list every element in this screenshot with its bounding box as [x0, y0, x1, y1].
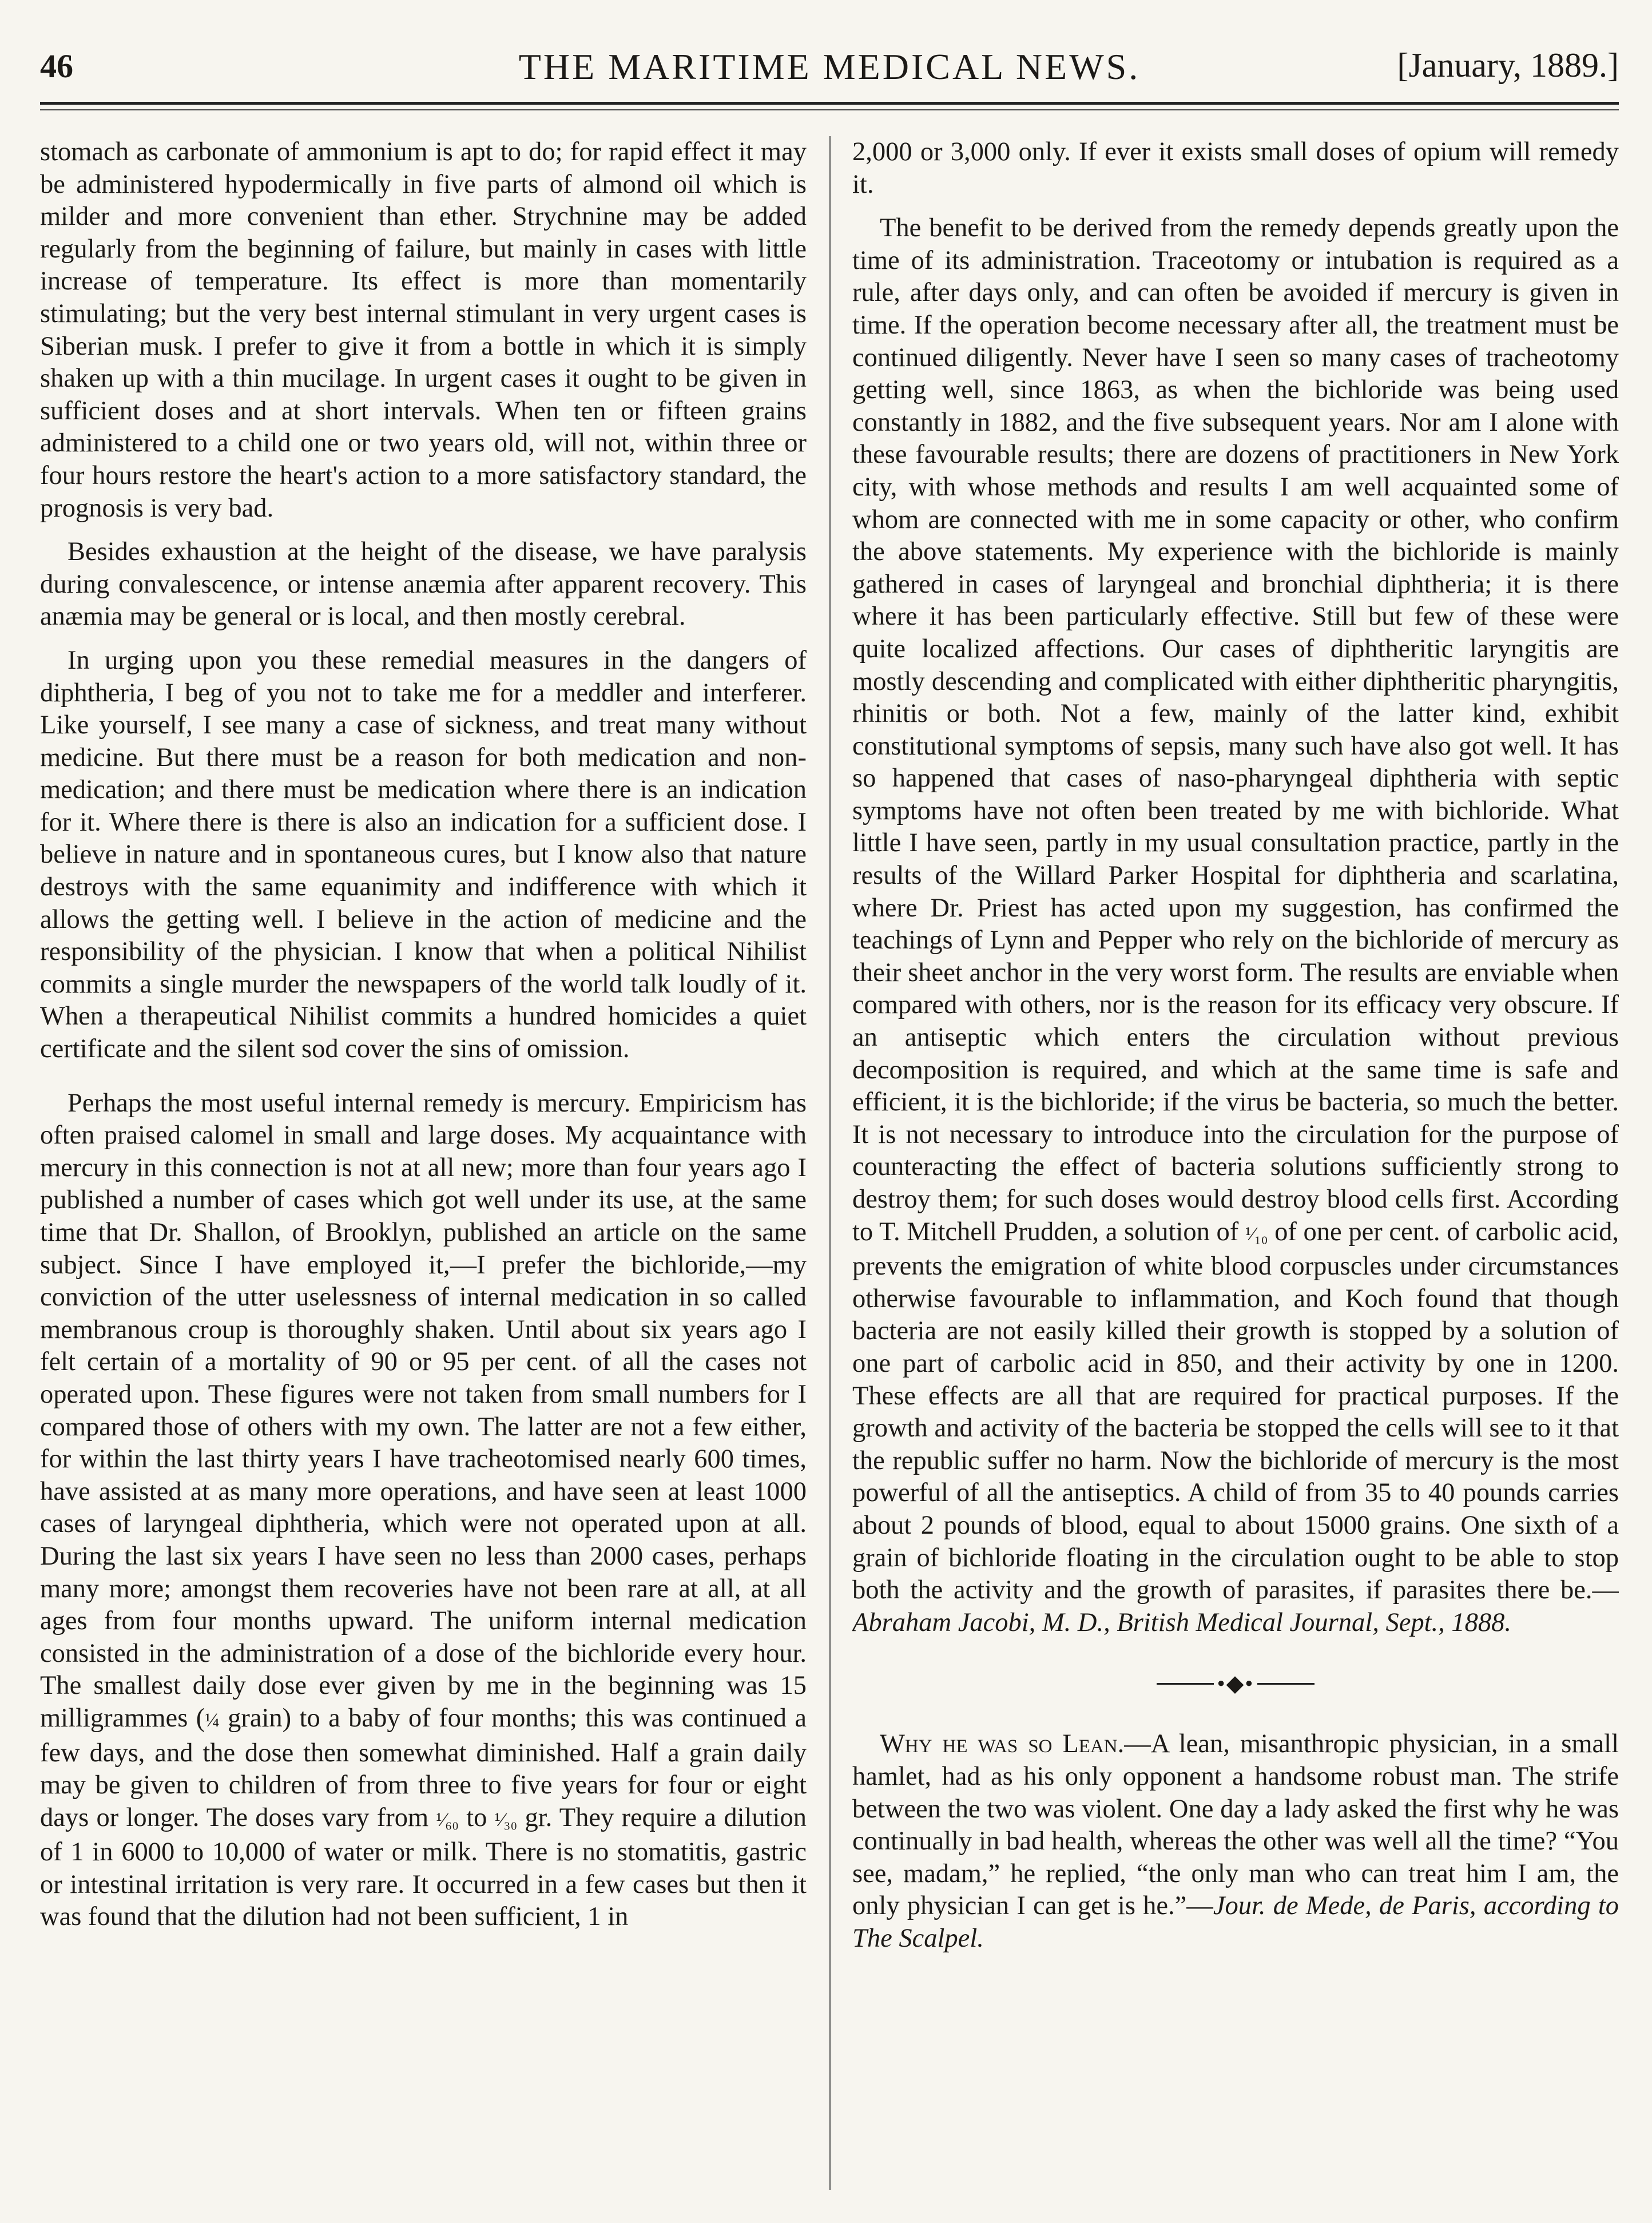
paragraph: 2,000 or 3,000 only. If ever it exists small doses of opium will remedy it. — [852, 137, 1619, 199]
text-run: gr. They require a dilution of 1 in 6000 to 10,000 of water or milk. There is no stomatitis, gastric or intestinal irritation is very rare. It occurred in a few cases but then it was found that the dilution had not been sufficient, 1 in — [40, 1803, 807, 1932]
text-run: grain) to a baby of four months; this was continued a few days, and the dose then somewhat diminished. Half a grain daily may be given to children of from three to five years for four or eight days or longer. The doses vary from — [40, 1703, 807, 1832]
paragraph — [852, 1728, 1619, 1955]
paragraph — [852, 212, 1619, 1639]
citation: Abraham Jacobi, M. D., British Medical Journal, Sept., 1888. — [852, 1607, 1512, 1637]
journal-page — [40, 34, 1619, 2202]
text-run: to — [458, 1803, 495, 1832]
text-run: of one per cent. of carbolic acid, prevents the emigration of white blood corpuscles under circumstances otherwise favourable to inflammation, and Koch found that though bacteria are not easily killed their growth is stopped by a solution of one part of carbolic acid in 850, and their activity by one in 1200. These effects are all that are required for practical purposes. If the growth and activity of the bacteria be stopped the cells will see to it that the republic suffer no harm. Now the bichloride of mercury is the most powerful of all the antiseptics. A child of from 35 to 40 pounds carries about 2 pounds of blood, equal to about 15000 grains. One sixth of a grain of bichloride floating in the circulation ought to be able to stop both the activity and the growth of parasites, if parasites there be.— — [852, 1217, 1619, 1605]
fraction: ¹⁄₆₀ — [436, 1809, 459, 1831]
paragraph: stomach as carbonate of ammonium is apt to do; for rapid effect it may be administered hypodermically in five parts of almond oil which is milder and more convenient than ether. Strychnine may be added regularly from the beginning of failure, but mainly in cases with little increase of temperature. Its effect is more than momentarily stimulating; but the very best internal stimulant in very urgent cases is Siberian musk. I prefer to give it from a bottle in which it is simply shaken up with a thin mucilage. In urgent cases it ought to be given in sufficient doses and at short intervals. When ten or fifteen grains administered to a child one or two years old, will not, within three or four hours restore the heart's action to a more satisfactory standard, the prognosis is very bad. — [40, 137, 807, 523]
issue-date: [January, 1889.] — [1397, 46, 1619, 84]
left-column — [40, 136, 807, 2184]
text-run: —A lean, misanthropic physician, in a small hamlet, had as his only opponent a handsome robust man. The strife between the two was violent. One day a lady asked the first why he was continually in bad health, whereas the other was well all the time? “You see, madam,” he replied, “the only man who can treat him I am, the only physician I can get is he.”— — [852, 1729, 1619, 1921]
page-number: 46 — [40, 47, 73, 85]
fraction: ¹⁄₃₀ — [494, 1809, 518, 1831]
paragraph: In urging upon you these remedial measures in the dangers of diphtheria, I beg of you not to take me for a meddler and interferer. Like yourself, I see many a case of sickness, and treat many without medicine. But there must be a reason for both medication and non-medication; and there must be medication where there is an indication for it. Where there is there is also an indication for a sufficient dose. I believe in nature and in spontaneous cures, but I know also that nature destroys with the same equanimity and indifference with which it allows the getting well. I believe in the action of medicine and the responsibility of the physician. I know that when a political Nihilist commits a single murder the newspapers of the world talk loudly of it. When a therapeutical Nihilist commits a hundred homicides a quiet certificate and the silent sod cover the sins of omission. — [40, 645, 807, 1064]
column-divider — [829, 136, 831, 2190]
header-rule-thin — [40, 109, 1619, 110]
right-column — [852, 136, 1619, 2184]
citation: Jour. de Mede, de Paris, according to The Scalpel. — [852, 1891, 1619, 1953]
text-run: The benefit to be derived from the remedy depends greatly upon the time of its administration. Traceotomy or intubation is required as a rule, after days only, and can often be avoided if mercury is given in time. If the operation become necessary after all, the treatment must be continued diligently. Never have I seen so many cases of tracheotomy getting well, since 1863, as when the bichloride was being used constantly in 1882, and the five subsequent years. Nor am I alone with these favourable results; there are dozens of practitioners in New York city, with whose methods and results I am well acquainted some of whom are connected with me in some capacity or other, who confirm the above statements. My experience with the bichloride is mainly gathered in cases of laryngeal and bronchial diphtheria; it is there where it has been particularly effective. Still but few of these were quite localized affections. Our cases of diphtheritic laryngitis are mostly descending and complicated with either diphtheritic pharyngitis, rhinitis or both. Not a few, mainly of the latter kind, exhibit constitutional symptoms of sepsis, many such have also got well. It has so happened that cases of naso-pharyngeal diphtheria with septic symptoms have not often been treated by me with bichloride. What little I have seen, partly in my usual consultation practice, partly in the results of the Willard Parker Hospital for diphtheria and scarlatina, where Dr. Priest has acted upon my suggestion, has confirmed the teachings of Lynn and Pepper who rely on the bichloride of mercury as their sheet anchor in the very worst form. The results are enviable when compared with others, nor is the reason for its efficacy very obscure. If an antiseptic which enters the circulation without previous decomposition is required, and which at the same time is safe and efficient, it is the bichloride; if the virus be bacteria, so much the better. It is not necessary to introduce into the circulation for the purpose of counteracting the effect of bacteria solutions sufficiently strong to destroy them; for such doses would destroy blood cells first. According to T. Mitchell Prudden, a solution of — [852, 213, 1619, 1247]
journal-title: THE MARITIME MEDICAL NEWS. — [518, 46, 1141, 87]
ornament-rule — [1257, 1683, 1315, 1685]
section-ornament — [852, 1665, 1619, 1700]
ornament-glyph: •◆• — [1217, 1670, 1254, 1696]
paragraph: Besides exhaustion at the height of the disease, we have paralysis during convalescence, or intense anæmia after apparent recovery. This anæmia may be general or is local, and then mostly cerebral. — [40, 537, 807, 632]
page-header — [40, 34, 1619, 103]
fraction: ¼ — [205, 1709, 220, 1731]
paragraph — [40, 1087, 807, 1934]
article-title: Why he was so Lean. — [880, 1729, 1125, 1759]
header-rule-thick — [40, 102, 1619, 105]
ornament-rule — [1157, 1683, 1214, 1685]
text-run: Perhaps the most useful internal remedy is mercury. Empiricism has often praised calomel in small and large doses. My acquaintance with mercury in this connection is not at all new; more than four years ago I published a number of cases which got well under its use, at the same time that Dr. Shallon, of Brooklyn, published an article on the same subject. Since I have employed it,—I prefer the bichloride,—my conviction of the utter uselessness of internal medication in so called membranous croup is thoroughly shaken. Until about six years ago I felt certain of a mortality of 90 or 95 per cent. of all the cases not operated upon. These figures were not taken from small numbers for I compared those of others with my own. The latter are not a few either, for within the last thirty years I have tracheotomised nearly 600 times, have assisted at as many more operations, and have seen at least 1000 cases of laryngeal diphtheria, which were not operated upon at all. During the last six years I have seen no less than 2000 cases, perhaps many more; amongst them recoveries have not been rare at all, at all ages from four months upward. The uniform internal medication consisted in the administration of a dose of the bichloride every hour. The smallest daily dose ever given by me in the beginning was 15 milligrammes ( — [40, 1088, 807, 1733]
fraction: ¹⁄₁₀ — [1245, 1223, 1268, 1245]
